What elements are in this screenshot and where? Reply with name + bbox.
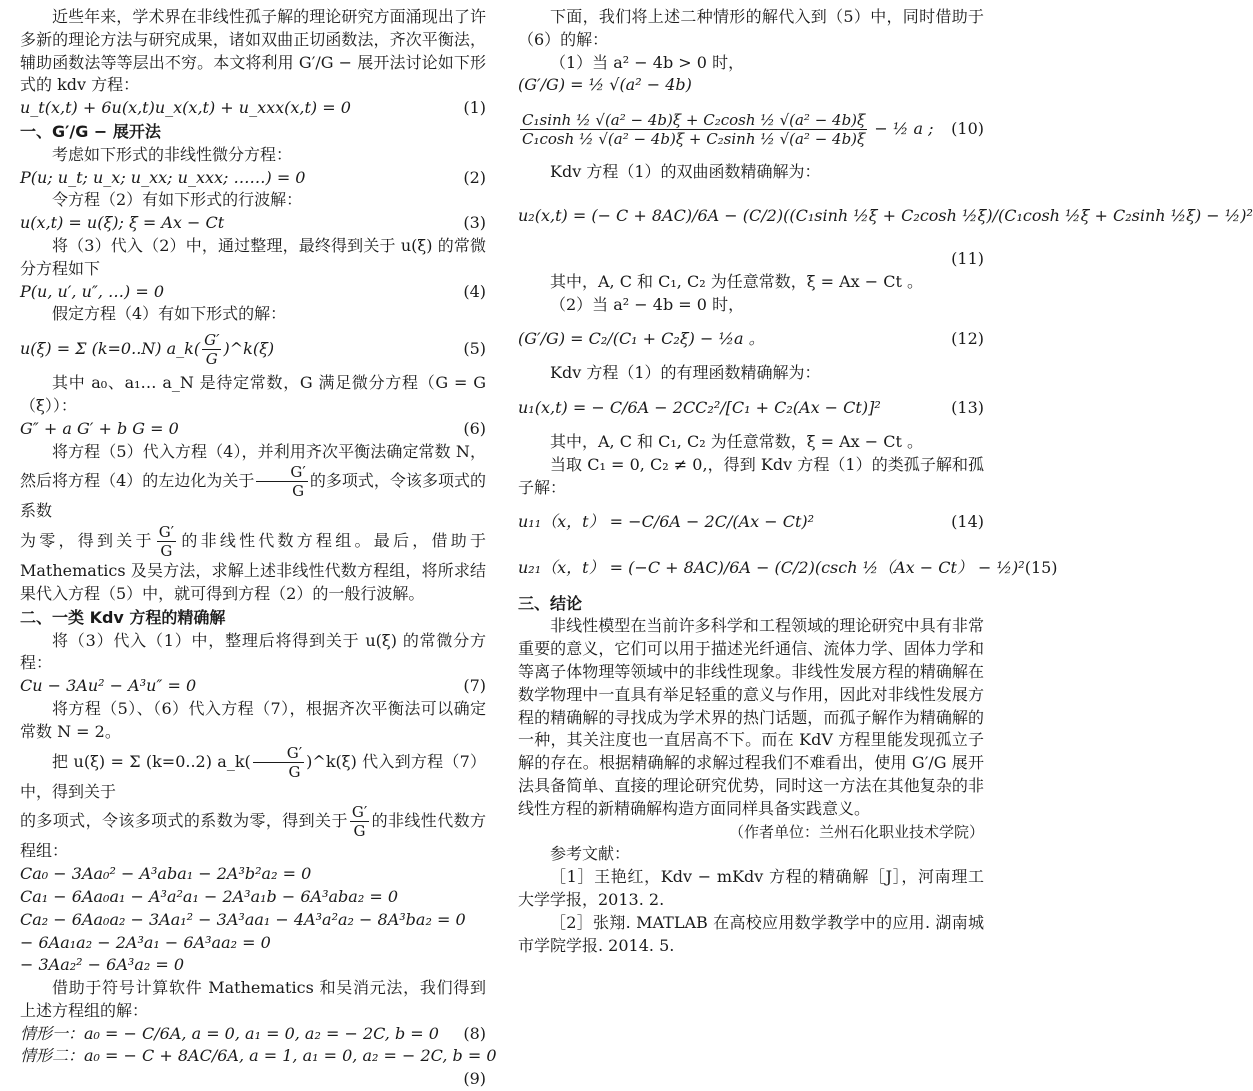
- paragraph-12-b: 的非线性代数方程组：: [20, 811, 486, 861]
- paragraph-8-denominator: G: [160, 542, 173, 561]
- paragraph-8-fraction: [157, 523, 176, 560]
- equation-4-body: P(u, u′, u″, …) = 0: [20, 281, 165, 301]
- paragraph-12-a: 的多项式，令该多项式的系数为零，得到关于: [20, 811, 348, 831]
- case-1-number: (8): [463, 1023, 486, 1043]
- equation-gg-body: (G′/G) = ½ √(a² − 4b): [518, 75, 692, 95]
- equation-10-denominator: C₁cosh ½ √(a² − 4b)ξ + C₂sinh ½ √(a² − 4b)ξ: [522, 129, 866, 148]
- case-1-body: 情形一：a₀ = − C/6A, a = 0, a₁ = 0, a₂ = − 2C, b = 0: [20, 1023, 439, 1043]
- equation-3-number: (3): [463, 213, 486, 233]
- section-heading-1: 一、G′/G − 展开法: [20, 121, 161, 141]
- system-line-4-body: − 6Aa₁a₂ − 2A³a₁ − 6A³aa₂ = 0: [20, 932, 271, 952]
- paragraph-11-fraction: [253, 744, 304, 781]
- equation-3-body: u(x,t) = u(ξ); ξ = Ax − Ct: [20, 213, 225, 233]
- equation-5: [20, 326, 486, 372]
- right-paragraph-3: 其中，A, C 和 C₁, C₂ 为任意常数，ξ = Ax − Ct 。: [550, 271, 924, 291]
- paragraph-3: 令方程（2）有如下形式的行波解：: [52, 190, 303, 210]
- equation-13: [518, 385, 984, 431]
- paragraph-11-denominator: G: [288, 762, 301, 781]
- condition-2: （2）当 a² − 4b = 0 时，: [550, 294, 745, 314]
- reference-2: ［2］张翔. MATLAB 在高校应用数学教学中的应用. 湖南城市学院学报. 2014. 5.: [518, 912, 984, 955]
- paragraph-10: 将方程（5）、（6）代入方程（7），根据齐次平衡法可以确定常数 N = 2。: [20, 698, 486, 741]
- equation-12-number: (12): [951, 328, 984, 348]
- system-line-2: [20, 886, 486, 909]
- paragraph-2: 考虑如下形式的非线性微分方程：: [52, 144, 293, 164]
- paragraph-8-b: 的非线性代数方程组。最后，借助于 Mathematics 及吴方法，求解上述非线性代数方程组，将所求结果代入方程（5）中，就可得到方程（2）的一般行波解。: [20, 531, 486, 603]
- equation-10-body: [518, 111, 934, 148]
- equation-1-number: (1): [463, 98, 486, 118]
- equation-2-body: P(u; u_t; u_x; u_xx; u_xxx; ……) = 0: [20, 167, 306, 187]
- equation-6-number: (6): [463, 418, 486, 438]
- equation-15-body: u₂₁（x，t） = (−C + 8AC)/6A − (C/2)(csch ½（Ax − Ct） − ½)²: [518, 558, 1025, 578]
- case-2: [20, 1045, 497, 1068]
- equation-10-numerator: C₁sinh ½ √(a² − 4b)ξ + C₂cosh ½ √(a² − 4b)ξ: [522, 110, 866, 129]
- conclusion-paragraph: 非线性模型在当前许多科学和工程领域的理论研究中具有非常重要的意义，它们可以用于描述光纤通信、流体力学、固体力学和等离子体物理等领域中的非线性现象。非线性发展方程的精确解在数学物理中一直具有举足轻重的意义与作用，因此对非线性发展方程的精确解的寻找成为学术界的热门话题，而孤子解作为精确解的一种，其关注度也一直居高不下。而在 KdV 方程里能发现孤立子解的存在。根据精确解的求解过程我们不难看出，使用 G′/G 展开法具备简单、直接的理论研究优势，同时这一方法在其他复杂的非线性方程的新精确解构造方面同样具备实践意义。: [518, 616, 984, 818]
- paragraph-11-numerator: G′: [253, 744, 304, 763]
- paragraph-7-a: 将方程（5）代入方程（4），并利用齐次平衡法确定常数 N，然后将方程（4）的左边化为关于: [20, 441, 486, 491]
- system-line-4: [20, 932, 486, 955]
- paragraph-12-numerator: G′: [351, 803, 368, 822]
- paragraph-11: [20, 744, 486, 804]
- system-line-1-body: Ca₀ − 3Aa₀² − A³aba₁ − 2A³b²a₂ = 0: [20, 864, 312, 884]
- paragraph-9: 将（3）代入（1）中，整理后将得到关于 u(ξ) 的常微分方程：: [20, 630, 486, 673]
- equation-3: [20, 212, 486, 235]
- equation-10-tail: − ½ a ;: [874, 118, 934, 138]
- intro-paragraph: 近些年来，学术界在非线性孤子解的理论研究方面涌现出了许多新的理论方法与研究成果，诸如双曲正切函数法，齐次平衡法，辅助函数法等等层出不穷。本文将利用 G′/G − 展开法讨论如下形式的 kdv 方程：: [20, 7, 486, 95]
- equation-1: [20, 97, 486, 120]
- equation-6: [20, 418, 486, 441]
- equation-5-denominator: G: [205, 349, 218, 368]
- paragraph-11-b: )^k(ξ) 代入到方程（7）中，得到关于: [20, 751, 486, 801]
- equation-12-body: (G′/G) = C₂/(C₁ + C₂ξ) − ½a 。: [518, 328, 765, 348]
- paragraph-7-numerator: G′: [256, 463, 307, 482]
- case-2-number-row: [20, 1068, 486, 1091]
- equation-7: [20, 675, 486, 698]
- right-paragraph-5: 其中，A, C 和 C₁, C₂ 为任意常数，ξ = Ax − Ct 。: [550, 432, 924, 452]
- system-line-1: [20, 863, 486, 886]
- equation-12: [518, 316, 984, 362]
- left-column: [20, 6, 497, 1091]
- paragraph-7-b: 的多项式，令该多项式的系数: [20, 471, 486, 521]
- paragraph-7-denominator: G: [292, 482, 305, 501]
- system-line-5-body: − 3Aa₂² − 6A³a₂ = 0: [20, 955, 185, 975]
- equation-2: [20, 167, 486, 190]
- equation-7-number: (7): [463, 676, 486, 696]
- author-affiliation: （作者单位：兰州石化职业技术学院）: [728, 822, 984, 841]
- equation-11-body: u₂(x,t) = (− C + 8AC)/6A − (C/2)((C₁sinh ½ξ + C₂cosh ½ξ)/(C₁cosh ½ξ + C₂sinh ½ξ) − ½)²: [518, 205, 1253, 225]
- equation-5-number: (5): [463, 338, 486, 358]
- equation-11: [518, 184, 1253, 248]
- equation-5-numerator: G′: [204, 330, 220, 349]
- references-title: 参考文献：: [550, 844, 631, 864]
- equation-5-fraction: [202, 331, 221, 368]
- paragraph-13: 借助于符号计算软件 Mathematics 和吴消元法，我们得到上述方程组的解：: [20, 978, 486, 1020]
- equation-7-body: Cu − 3Au² − A³u″ = 0: [20, 676, 197, 696]
- equation-4: [20, 281, 486, 304]
- equation-14-body: u₁₁（x，t） = −C/6A − 2C/(Ax − Ct)²: [518, 512, 815, 532]
- equation-5-tail: )^k(ξ): [223, 338, 275, 358]
- equation-10-fraction: [520, 111, 867, 148]
- right-paragraph-2: Kdv 方程（1）的双曲函数精确解为：: [550, 162, 821, 182]
- section-heading-2: 二、一类 Kdv 方程的精确解: [20, 607, 226, 627]
- equation-5-body: u(ξ) = Σ (k=0..N) a_k( $\frac{G'}{G}$ )^k(ξ): [20, 330, 275, 368]
- equation-10-number: (10): [951, 118, 984, 138]
- system-line-3-body: Ca₂ − 6Aa₀a₂ − 3Aa₁² − 3A³aa₁ − 4A³a²a₂ − 8A³ba₂ = 0: [20, 909, 466, 929]
- paragraph-4: 将（3）代入（2）中，通过整理，最终得到关于 u(ξ) 的常微分方程如下: [20, 235, 486, 278]
- reference-1: ［1］王艳红，Kdv − mKdv 方程的精确解［J］，河南理工大学学报，2013. 2.: [518, 867, 984, 909]
- equation-13-number: (13): [951, 397, 984, 417]
- paragraph-11-a: 把 u(ξ) = Σ (k=0..2) a_k(: [52, 751, 251, 771]
- paragraph-5: 假定方程（4）有如下形式的解：: [52, 304, 287, 324]
- equation-5-sum: u(ξ) = Σ (k=0..N) a_k: [20, 338, 194, 358]
- equation-14-number: (14): [951, 512, 984, 532]
- equation-6-body: G″ + a G′ + b G = 0: [20, 418, 179, 438]
- right-paragraph-1: 下面，我们将上述二种情形的解代入到（5）中，同时借助于（6）的解：: [518, 7, 984, 49]
- equation-15: [518, 546, 1058, 592]
- right-paragraph-6: 当取 C₁ = 0, C₂ ≠ 0,，得到 Kdv 方程（1）的类孤子解和孤子解：: [518, 454, 984, 497]
- equation-10: [518, 97, 984, 161]
- paragraph-8-a: 为零，得到关于: [20, 531, 155, 551]
- section-heading-3: 三、结论: [518, 593, 583, 613]
- case-1: [20, 1023, 486, 1046]
- case-2-body: 情形二：a₀ = − C + 8AC/6A, a = 1, a₁ = 0, a₂ = − 2C, b = 0: [20, 1046, 497, 1066]
- case-2-number: (9): [463, 1069, 486, 1089]
- paragraph-12-denominator: G: [353, 822, 366, 841]
- paragraph-12-fraction: [350, 803, 369, 840]
- equation-11-number-row: [518, 248, 984, 271]
- system-line-3: [20, 909, 486, 932]
- equation-14: [518, 500, 984, 546]
- equation-4-number: (4): [463, 281, 486, 301]
- equation-2-number: (2): [463, 167, 486, 187]
- right-paragraph-4: Kdv 方程（1）的有理函数精确解为：: [550, 363, 821, 383]
- paragraph-8-numerator: G′: [158, 523, 175, 542]
- equation-gg: [518, 74, 984, 97]
- system-line-5: [20, 954, 486, 977]
- equation-1-body: u_t(x,t) + 6u(x,t)u_x(x,t) + u_xxx(x,t) = 0: [20, 98, 351, 118]
- paragraph-6: 其中 a₀、a₁… a_N 是待定常数，G 满足微分方程（G = G（ξ））：: [20, 373, 486, 415]
- paragraph-12: [20, 803, 486, 863]
- equation-15-number: (15): [1024, 558, 1058, 578]
- system-line-2-body: Ca₁ − 6Aa₀a₁ − A³a²a₁ − 2A³a₁b − 6A³aba₂ = 0: [20, 886, 399, 906]
- equation-13-body: u₁(x,t) = − C/6A − 2CC₂²/[C₁ + C₂(Ax − Ct)]²: [518, 397, 881, 417]
- condition-1: （1）当 a² − 4b > 0 时，: [550, 52, 745, 72]
- right-column: [518, 6, 1253, 957]
- equation-11-number: (11): [951, 248, 984, 268]
- paragraph-8: [20, 523, 486, 606]
- paragraph-7: [20, 441, 486, 524]
- paragraph-7-fraction: [256, 463, 307, 500]
